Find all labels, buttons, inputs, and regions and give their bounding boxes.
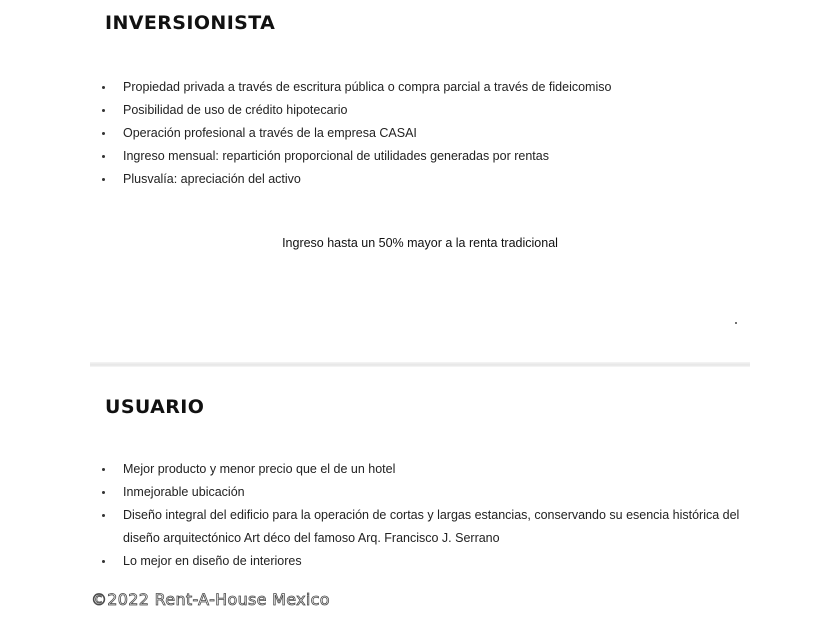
list-item: [102, 458, 752, 481]
usuario-bullet-list: [102, 458, 752, 573]
bullet-icon: [102, 468, 105, 471]
list-item: [102, 76, 752, 99]
list-item-text: Propiedad privada a través de escritura pública o compra parcial a través de fideicomiso: [123, 80, 612, 94]
bullet-icon: [102, 109, 105, 112]
list-item-text: Posibilidad de uso de crédito hipotecario: [123, 103, 348, 117]
list-item: [102, 145, 752, 168]
list-item-text: Ingreso mensual: repartición proporcional de utilidades generadas por rentas: [123, 149, 549, 163]
list-item: [102, 550, 752, 573]
list-item-text: Mejor producto y menor precio que el de un hotel: [123, 462, 396, 476]
bullet-icon: [102, 86, 105, 89]
bullet-icon: [102, 560, 105, 563]
list-item: [102, 99, 752, 122]
bullet-icon: [102, 132, 105, 135]
income-highlight-text: Ingreso hasta un 50% mayor a la renta tradicional: [282, 236, 558, 250]
list-item-text: Inmejorable ubicación: [123, 485, 245, 499]
list-item: [102, 122, 752, 145]
section-title-usuario: USUARIO: [105, 396, 205, 418]
list-item-text: Diseño integral del edificio para la operación de cortas y largas estancias, conservando su esencia histórica del diseño arquitectónico Art déco del famoso Arq. Francisco J. Serrano: [123, 508, 740, 545]
list-item: [102, 481, 752, 504]
section-divider: [90, 362, 750, 367]
bullet-icon: [102, 514, 105, 517]
list-item-text: Lo mejor en diseño de interiores: [123, 554, 302, 568]
inversionista-bullet-list: [102, 76, 752, 191]
dot-mark: [735, 322, 737, 324]
bullet-icon: [102, 178, 105, 181]
list-item-text: Plusvalía: apreciación del activo: [123, 172, 301, 186]
list-item-text: Operación profesional a través de la empresa CASAI: [123, 126, 417, 140]
bullet-icon: [102, 491, 105, 494]
copyright-watermark: ©2022 Rent-A-House Mexico: [91, 590, 330, 609]
list-item: [102, 504, 752, 550]
section-title-inversionista: INVERSIONISTA: [105, 12, 276, 34]
bullet-icon: [102, 155, 105, 158]
list-item: [102, 168, 752, 191]
